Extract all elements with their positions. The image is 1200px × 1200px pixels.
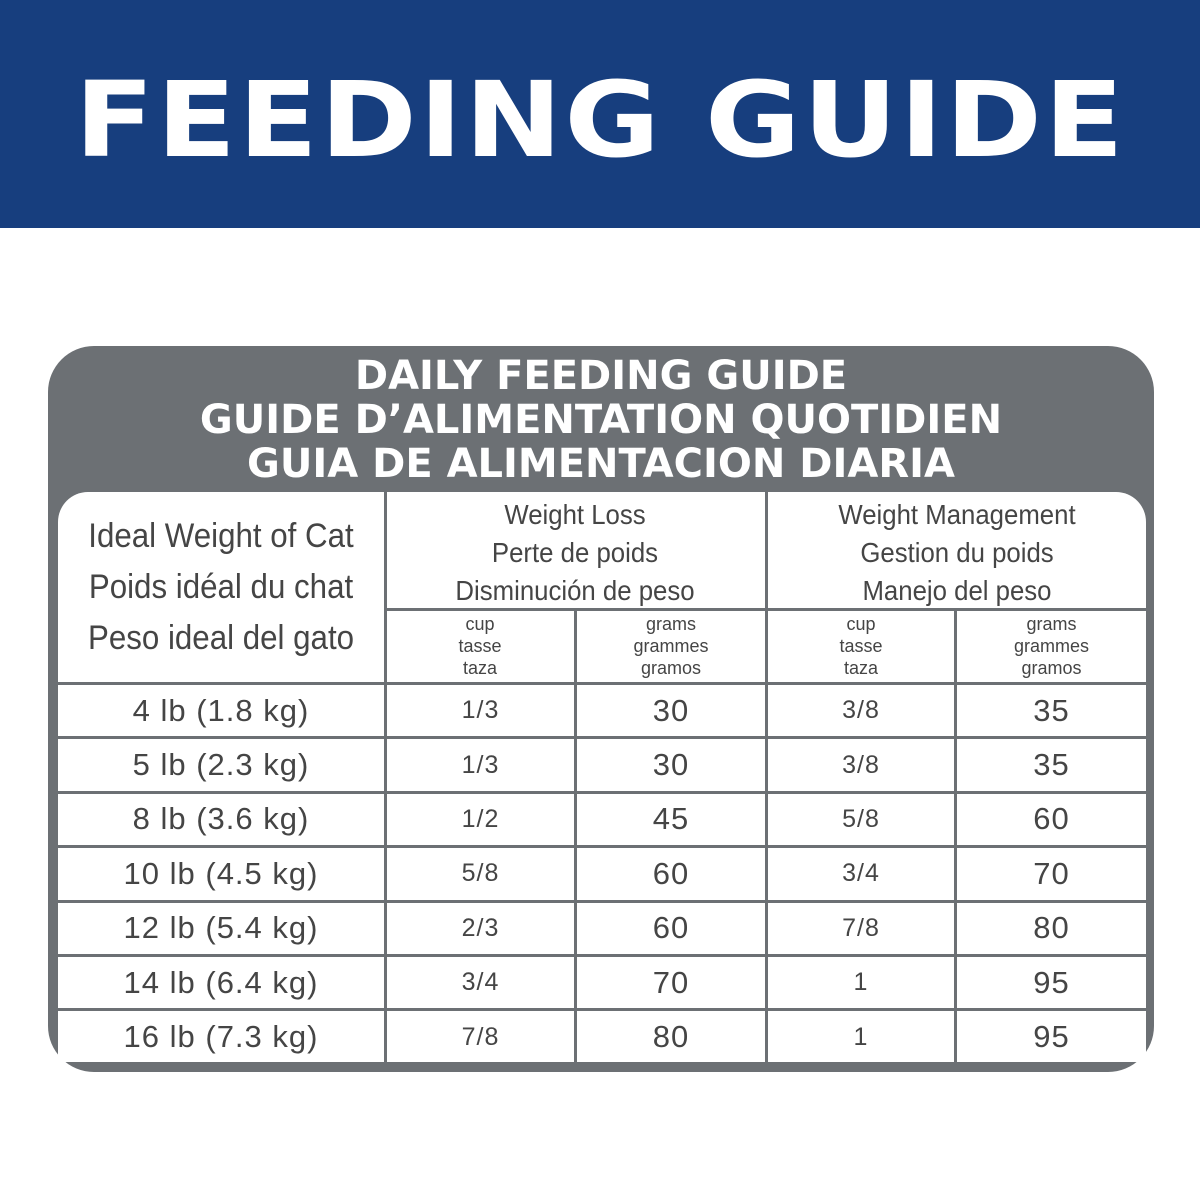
weight-cell: 4 lb (1.8 kg): [132, 692, 310, 728]
loss-grams-cell: 30: [652, 692, 690, 728]
group-header-line: Weight Management: [838, 499, 1076, 530]
panel-title-line: GUIDE D’ALIMENTATION QUOTIDIEN: [199, 397, 1003, 443]
loss-grams-cell: 70: [652, 964, 690, 1000]
unit-label: taza: [462, 658, 498, 678]
weight-header-line: Ideal Weight of Cat: [88, 516, 354, 555]
unit-label: tasse: [839, 636, 883, 656]
unit-label: grammes: [1013, 636, 1089, 656]
unit-label: tasse: [458, 636, 502, 656]
mgmt-grams-cell: 35: [1033, 747, 1070, 783]
mgmt-cup-cell: 1: [853, 1022, 869, 1051]
mgmt-cup-cell: 7/8: [842, 913, 880, 942]
loss-cup-cell: 7/8: [461, 1022, 500, 1051]
unit-label: gramos: [640, 658, 702, 678]
mgmt-cup-cell: 1: [853, 968, 869, 997]
mgmt-grams-cell: 80: [1033, 910, 1070, 946]
unit-label: taza: [843, 658, 879, 678]
group-header-line: Perte de poids: [491, 537, 659, 568]
weight-header-line: Peso ideal del gato: [87, 618, 355, 657]
loss-grams-subheader: [577, 610, 765, 682]
loss-grams-cell: 30: [652, 747, 690, 783]
group-header-line: Gestion du poids: [860, 537, 1054, 568]
unit-label: grams: [1026, 614, 1077, 634]
mgmt-cup-subheader: [768, 610, 954, 682]
weight-cell: 16 lb (7.3 kg): [123, 1019, 319, 1055]
header-banner: [0, 0, 1200, 228]
loss-cup-cell: 1/2: [461, 804, 500, 833]
page-title: FEEDING GUIDE: [74, 59, 1126, 181]
mgmt-grams-cell: 95: [1033, 1019, 1070, 1055]
panel-title-line: GUIA DE ALIMENTACION DIARIA: [247, 441, 955, 487]
group-header-line: Disminución de peso: [455, 575, 695, 606]
panel-title-line: DAILY FEEDING GUIDE: [354, 353, 848, 399]
mgmt-grams-cell: 70: [1033, 855, 1070, 891]
weight-cell: 8 lb (3.6 kg): [132, 801, 310, 837]
mgmt-grams-subheader: [957, 610, 1146, 682]
weight-cell: 10 lb (4.5 kg): [123, 855, 319, 891]
loss-cup-cell: 3/4: [461, 968, 500, 997]
mgmt-cup-cell: 5/8: [842, 804, 880, 833]
weight-loss-header: [401, 492, 749, 608]
weight-management-header: [783, 492, 1131, 608]
mgmt-grams-cell: 95: [1033, 964, 1070, 1000]
mgmt-cup-cell: 3/4: [842, 859, 880, 888]
unit-label: grammes: [633, 636, 709, 656]
feeding-guide-panel: [48, 346, 1154, 1072]
loss-cup-cell: 1/3: [461, 750, 500, 779]
mgmt-grams-cell: 35: [1033, 692, 1070, 728]
mgmt-cup-cell: 3/8: [842, 750, 880, 779]
loss-grams-cell: 80: [652, 1019, 690, 1055]
loss-grams-cell: 45: [652, 801, 690, 837]
loss-cup-subheader: [386, 610, 574, 682]
weight-column-header: [71, 492, 371, 682]
group-header-line: Manejo del peso: [862, 575, 1052, 606]
mgmt-cup-cell: 3/8: [842, 696, 880, 725]
feeding-table: [58, 492, 1146, 1062]
unit-label: grams: [645, 614, 696, 634]
weight-cell: 12 lb (5.4 kg): [123, 910, 319, 946]
row-divider: [384, 608, 1146, 611]
loss-cup-cell: 2/3: [461, 913, 500, 942]
weight-header-line: Poids idéal du chat: [88, 567, 354, 606]
unit-label: cup: [846, 614, 876, 634]
panel-title: [48, 354, 1154, 486]
loss-grams-cell: 60: [652, 855, 690, 891]
weight-cell: 5 lb (2.3 kg): [132, 747, 310, 783]
loss-grams-cell: 60: [652, 910, 690, 946]
loss-cup-cell: 1/3: [461, 696, 500, 725]
loss-cup-cell: 5/8: [461, 859, 500, 888]
weight-cell: 14 lb (6.4 kg): [123, 964, 319, 1000]
unit-label: gramos: [1021, 658, 1082, 678]
group-header-line: Weight Loss: [504, 499, 646, 530]
mgmt-grams-cell: 60: [1033, 801, 1070, 837]
unit-label: cup: [465, 614, 495, 634]
